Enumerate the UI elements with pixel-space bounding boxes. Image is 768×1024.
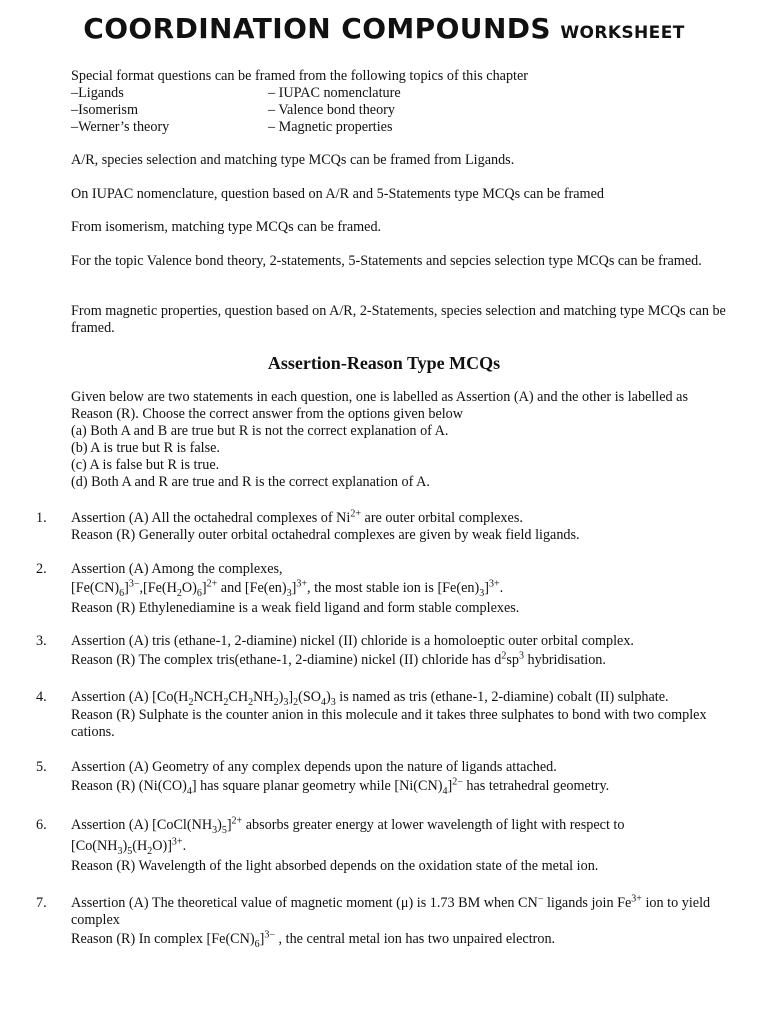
assertion-complex: $[Co(NH_3)_5(H_2O)]^{3+}$.	[71, 836, 187, 857]
intro-paragraph: From magnetic properties, question based on A/R, 2-Statements, species selection and matching type MCQs can be framed.	[71, 303, 726, 336]
question-number: 5.	[36, 759, 47, 775]
topic-item: –Ligands	[71, 85, 124, 101]
page-title	[0, 12, 768, 45]
topic-row	[71, 119, 731, 136]
title-sub: WORKSHEET	[560, 23, 685, 43]
intro-paragraph: From isomerism, matching type MCQs can be framed.	[71, 219, 382, 235]
reason: Reason (R) Ethylenediamine is a weak field ligand and form stable complexes.	[71, 600, 520, 616]
topic-item: –Werner’s theory	[71, 119, 170, 135]
topic-item: – Valence bond theory	[268, 102, 395, 118]
question-number: 7.	[36, 895, 47, 911]
option-item: (d) Both A and R are true and R is the correct explanation of A.	[71, 474, 430, 490]
assertion: Assertion (A) All the octahedral complexes of $Ni^{2+}$ are outer orbital complexes.	[71, 508, 523, 526]
assertion: Assertion (A) Geometry of any complex depends upon the nature of ligands attached.	[71, 759, 557, 775]
question-body	[71, 759, 731, 795]
assertion: Assertion (A) Among the complexes,	[71, 561, 283, 577]
topic-item: –Isomerism	[71, 102, 138, 118]
intro-paragraph: On IUPAC nomenclature, question based on A/R and 5-Statements type MCQs can be framed	[71, 186, 604, 202]
reason: Reason (R) Generally outer orbital octahedral complexes are given by weak field ligands.	[71, 527, 580, 543]
instructions	[71, 389, 731, 491]
reason: Reason (R) Wavelength of the light absorbed depends on the oxidation state of the metal ion.	[71, 858, 599, 874]
question-number: 2.	[36, 561, 47, 577]
intro-paragraph: For the topic Valence bond theory, 2-statements, 5-Statements and sepcies selection type MCQs can be framed.	[71, 253, 702, 269]
topic-item: – IUPAC nomenclature	[268, 85, 401, 101]
question-body	[71, 561, 731, 617]
reason: Reason (R) Sulphate is the counter anion in this molecule and it takes three sulphates to bond with two complex cations.	[71, 707, 707, 740]
option-item: (b) A is true but R is false.	[71, 440, 220, 456]
instructions-text: Given below are two statements in each question, one is labelled as Assertion (A) and the other is labelled as Reason (R). Choose the correct answer from the options given below	[71, 389, 688, 422]
topics-intro	[71, 68, 731, 136]
intro-lead: Special format questions can be framed from the following topics of this chapter	[71, 68, 529, 84]
question-body	[71, 817, 731, 875]
question-number: 3.	[36, 633, 47, 649]
question-body	[71, 689, 731, 741]
reason: Reason (R) $(Ni(CO)_4]$ has square planar geometry while $[Ni(CN)_4]^{2-}$ has tetrahedral geometry.	[71, 776, 610, 797]
assertion: Assertion (A) $[CoCl(NH_3)_5]^{2+}$ absorbs greater energy at lower wavelength of light with respect to	[71, 815, 625, 836]
question-number: 1.	[36, 510, 47, 526]
assertion: Assertion (A) The theoretical value of magnetic moment (μ) is 1.73 BM when CN− ligands join $Fe^{3+}$ ion to yield complex	[71, 893, 711, 928]
option-item: (a) Both A and B are true but R is not the correct explanation of A.	[71, 423, 449, 439]
topic-row	[71, 102, 731, 119]
assertion: Assertion (A) $[Co(H_2NCH_2CH_2NH_2)_3]_2(SO_4)_3$ is named as tris (ethane-1, 2-diamine) cobalt (II) sulphate.	[71, 689, 669, 708]
question-body	[71, 895, 731, 948]
question-body	[71, 510, 731, 544]
assertion-complexes: $[Fe(CN)_6]^{3-},[Fe(H_2O)_6]^{2+}$ and $[Fe(en)_3]^{3+}$, the most stable ion is $[Fe(en)_3]^{3+}$.	[71, 578, 504, 599]
topic-item: – Magnetic properties	[268, 119, 393, 135]
title-main: COORDINATION COMPOUNDS	[83, 12, 551, 45]
question-number: 4.	[36, 689, 47, 705]
reason: Reason (R) The complex tris(ethane-1, 2-diamine) nickel (II) chloride has $d^2sp^3$ hybridisation.	[71, 650, 606, 668]
section-heading: Assertion-Reason Type MCQs	[267, 353, 501, 373]
option-item: (c) A is false but R is true.	[71, 457, 220, 473]
topic-row	[71, 85, 731, 102]
question-number: 6.	[36, 817, 47, 833]
assertion: Assertion (A) tris (ethane-1, 2-diamine) nickel (II) chloride is a homoloeptic outer orbital complex.	[71, 633, 634, 649]
reason: Reason (R) In complex $[Fe(CN)_6]^{3-}$ , the central metal ion has two unpaired electron.	[71, 929, 556, 950]
question-body	[71, 633, 731, 669]
intro-paragraph: A/R, species selection and matching type MCQs can be framed from Ligands.	[71, 152, 515, 168]
